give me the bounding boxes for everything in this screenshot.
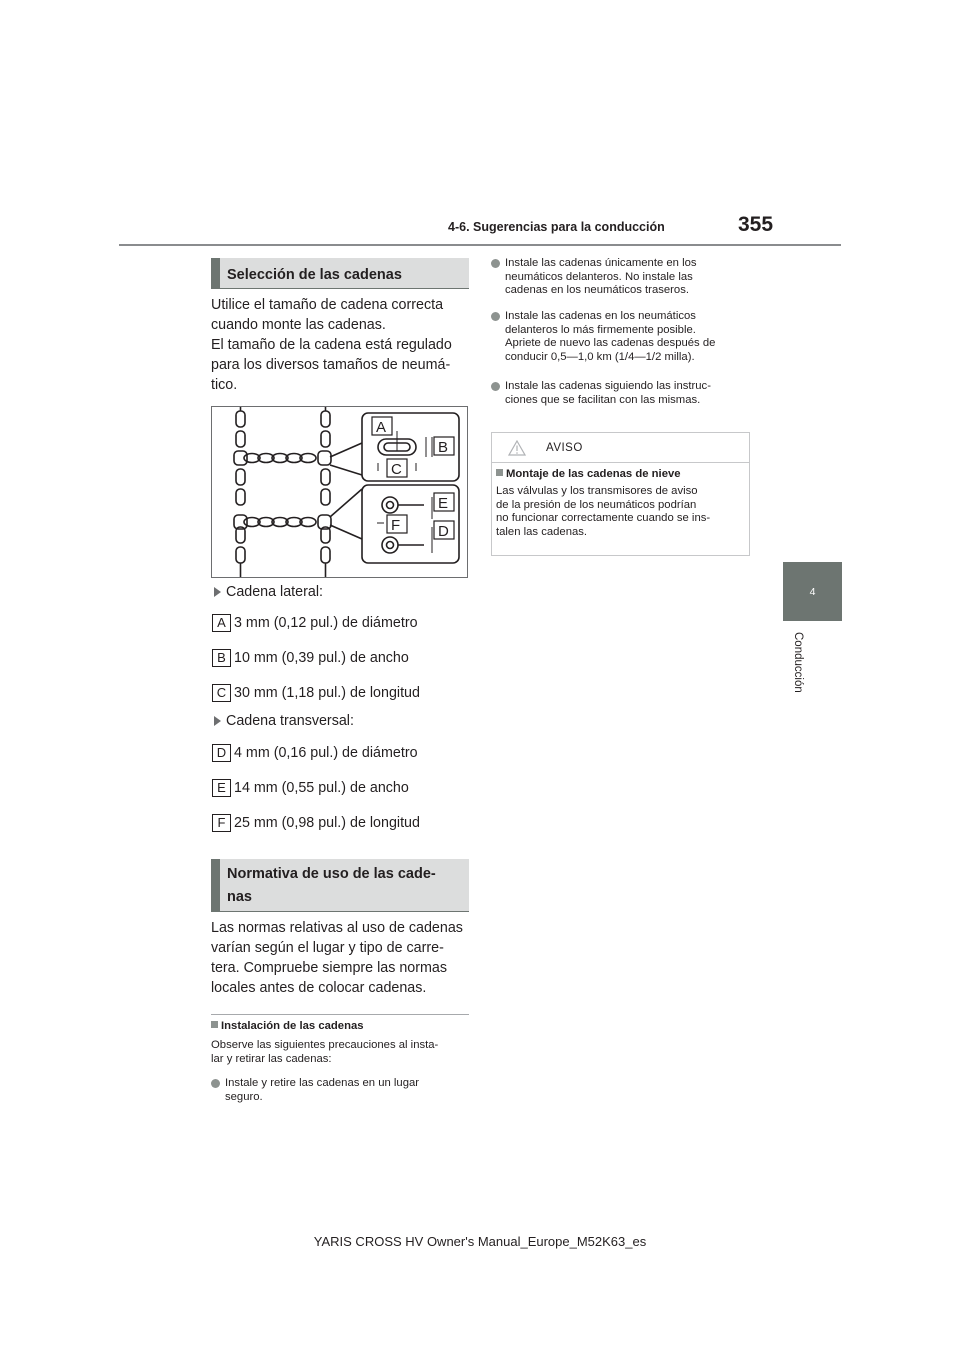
chapter-tab [783, 562, 842, 621]
diagram-label-f: F [391, 517, 401, 534]
warning-box [491, 432, 750, 556]
side-chain-heading: Cadena lateral: [214, 584, 323, 600]
right-bullet-3: Instale las cadenas siguiendo las instruc- ciones que se facilitan con las mismas. [491, 380, 753, 407]
warning-header [492, 433, 749, 463]
header-divider [119, 244, 841, 246]
divider [211, 1014, 469, 1015]
spec-row-f: F 25 mm (0,98 pul.) de longitud [212, 814, 420, 832]
letter-box-b: B [212, 649, 231, 667]
chain-regulations-body: Las normas relativas al uso de cadenas varían según el lugar y tipo de carre- tera. Compruebe siempre las normas locales antes de colocar cadenas. [211, 920, 463, 996]
chain-diagram [211, 406, 468, 578]
spec-row-d: D 4 mm (0,16 pul.) de diámetro [212, 744, 418, 762]
cross-chain-heading: Cadena transversal: [214, 713, 354, 729]
letter-box-e: E [212, 779, 231, 797]
diagram-label-b: B [438, 439, 449, 456]
circle-bullet-icon [491, 382, 500, 391]
installation-title: Instalación de las cadenas [211, 1020, 364, 1034]
installation-bullet: Instale y retire las cadenas en un lugar seguro. [211, 1077, 473, 1104]
installation-intro: Observe las siguientes precauciones al insta- lar y retirar las cadenas: [211, 1039, 439, 1065]
page-number: 355 [738, 213, 774, 236]
spec-row-a: A 3 mm (0,12 pul.) de diámetro [212, 614, 418, 632]
square-bullet-icon [496, 469, 503, 476]
warning-subtitle: Montaje de las cadenas de nieve [496, 468, 749, 480]
chapter-label: Conducción [792, 632, 804, 693]
warning-triangle-icon [508, 440, 526, 456]
right-bullet-2: Instale las cadenas en los neumáticos delanteros lo más firmemente posible. Apriete de nuevo las cadenas después de conducir 0,5—1,0 km (1/4—1/2 milla). [491, 310, 753, 364]
diagram-label-a: A [376, 419, 387, 436]
footer-manual-id: YARIS CROSS HV Owner's Manual_Europe_M52K63_es [313, 1234, 647, 1249]
section-heading-chain-selection: Selección de las cadenas [211, 258, 469, 289]
chapter-number: 4 [809, 585, 816, 598]
right-vertical-chain [321, 407, 330, 577]
letter-box-a: A [212, 614, 231, 632]
square-bullet-icon [211, 1021, 218, 1028]
circle-bullet-icon [491, 259, 500, 268]
spec-row-c: C 30 mm (1,18 pul.) de longitud [212, 684, 420, 702]
arrow-bullet-icon [214, 716, 221, 726]
top-cross-chain [234, 451, 331, 465]
letter-box-f: F [212, 814, 231, 832]
circle-bullet-icon [491, 312, 500, 321]
spec-row-e: E 14 mm (0,55 pul.) de ancho [212, 779, 409, 797]
section-label: 4-6. Sugerencias para la conducción [448, 220, 665, 234]
diagram-label-e: E [438, 495, 449, 512]
warning-body: Las válvulas y los transmisores de aviso de la presión de los neumáticos podrían no funcionar correctamente cuando se ins- talen las cadenas. [496, 485, 711, 538]
circle-bullet-icon [211, 1079, 220, 1088]
spec-row-b: B 10 mm (0,39 pul.) de ancho [212, 649, 409, 667]
letter-box-c: C [212, 684, 231, 702]
letter-box-d: D [212, 744, 231, 762]
section-heading-chain-regulations: Normativa de uso de las cade- nas [211, 859, 469, 912]
diagram-label-d: D [438, 523, 449, 540]
arrow-bullet-icon [214, 587, 221, 597]
left-vertical-chain [236, 407, 245, 577]
warning-title: AVISO [546, 441, 583, 454]
chain-illustration [212, 407, 467, 577]
diagram-label-c: C [391, 461, 402, 478]
right-bullet-1: Instale las cadenas únicamente en los neumáticos delanteros. No instale las cadenas en los neumáticos traseros. [491, 257, 753, 298]
chain-selection-intro: Utilice el tamaño de cadena correcta cuando monte las cadenas. El tamaño de la cadena está regulado para los diversos tamaños de neumá- tico. [211, 297, 452, 393]
bottom-cross-chain [234, 515, 331, 529]
